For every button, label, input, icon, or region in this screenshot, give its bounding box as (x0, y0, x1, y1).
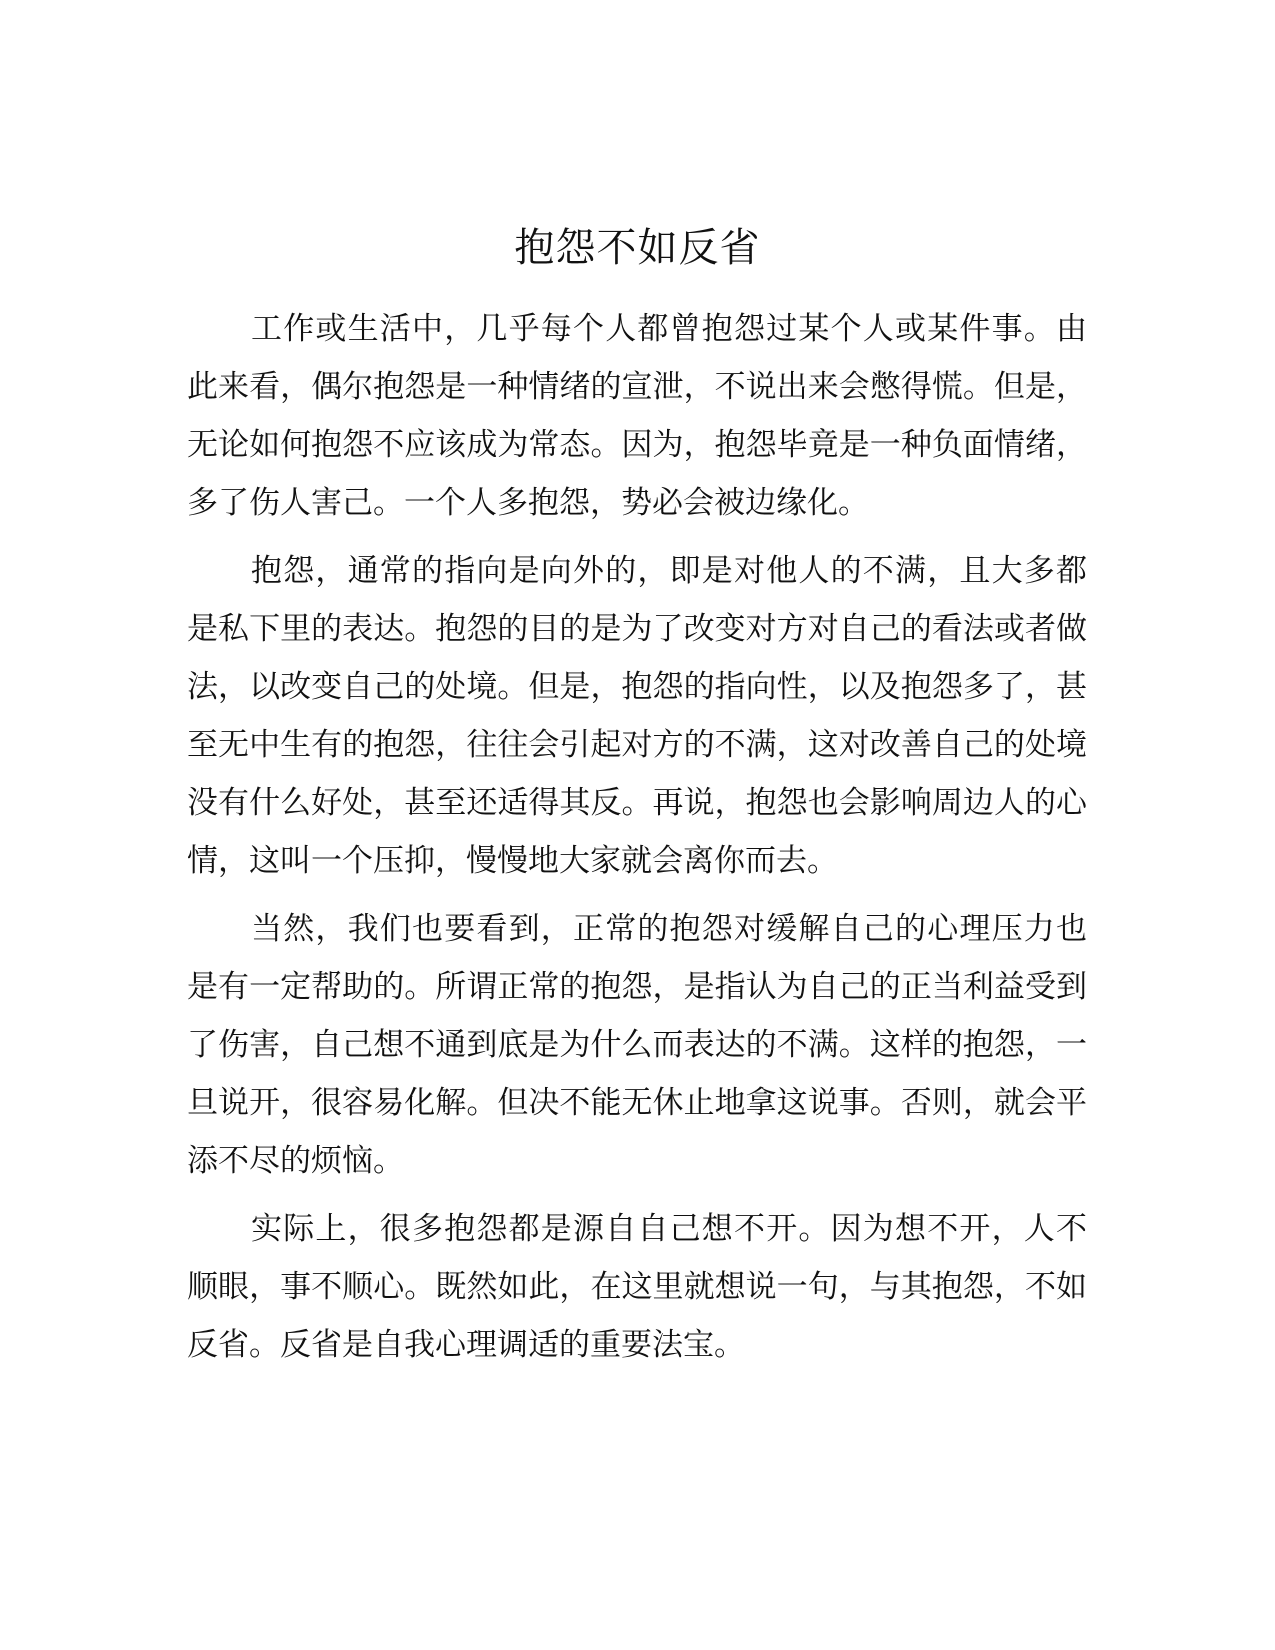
paragraph-2: 抱怨，通常的指向是向外的，即是对他人的不满，且大多都是私下里的表达。抱怨的目的是为了改变对方对自己的看法或者做法，以改变自己的处境。但是，抱怨的指向性，以及抱怨多了，甚至无中生有的抱怨，往往会引起对方的不满，这对改善自己的处境没有什么好处，甚至还适得其反。再说，抱怨也会影响周边人的心情，这叫一个压抑，慢慢地大家就会离你而去。 (187, 553, 1087, 879)
paragraph-1: 工作或生活中，几乎每个人都曾抱怨过某个人或某件事。由此来看，偶尔抱怨是一种情绪的宣泄，不说出来会憋得慌。但是，无论如何抱怨不应该成为常态。因为，抱怨毕竟是一种负面情绪，多了伤人害己。一个人多抱怨，势必会被边缘化。 (187, 311, 1087, 521)
paragraph-4: 实际上，很多抱怨都是源自自己想不开。因为想不开，人不顺眼，事不顺心。既然如此，在这里就想说一句，与其抱怨，不如反省。反省是自我心理调适的重要法宝。 (187, 1211, 1087, 1363)
paragraph-3: 当然，我们也要看到，正常的抱怨对缓解自己的心理压力也是有一定帮助的。所谓正常的抱怨，是指认为自己的正当利益受到了伤害，自己想不通到底是为什么而表达的不满。这样的抱怨，一旦说开，很容易化解。但决不能无休止地拿这说事。否则，就会平添不尽的烦恼。 (187, 911, 1087, 1179)
document-title: 抱怨不如反省 (514, 225, 761, 271)
document-body (187, 300, 1087, 1384)
